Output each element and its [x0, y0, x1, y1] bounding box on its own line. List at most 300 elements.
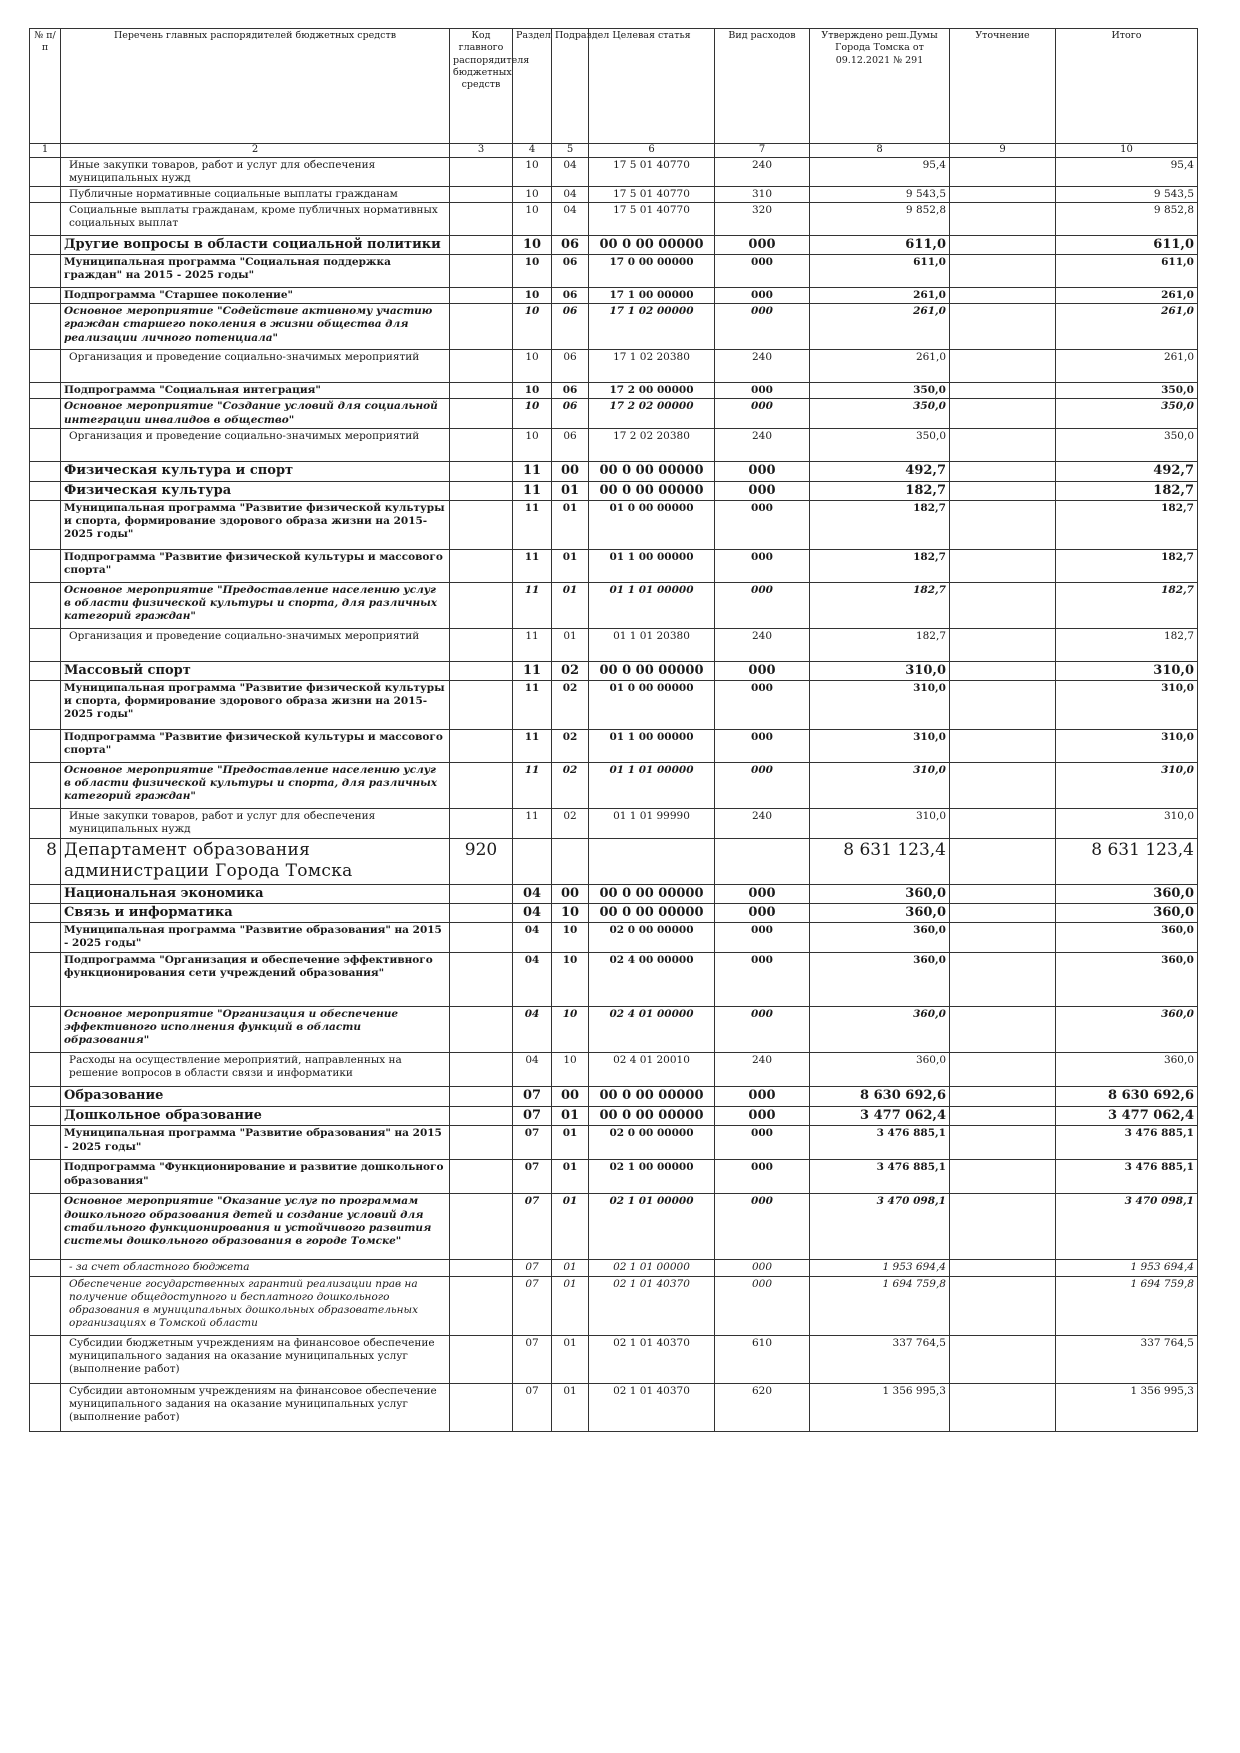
- cell-target: 02 4 01 20010: [589, 1053, 715, 1087]
- cell-clarification: [950, 730, 1056, 763]
- cell-subsection: 04: [552, 186, 589, 202]
- cell-type: 310: [715, 186, 810, 202]
- cell-target: 17 1 02 00000: [589, 304, 715, 350]
- cell-total: 310,0: [1056, 763, 1198, 809]
- cell-code: [450, 383, 513, 399]
- cell-name: Субсидии автономным учреждениям на финансовое обеспечение муниципального задания на оказание муниципальных услуг (выполнение работ): [61, 1383, 450, 1431]
- cell-type: 000: [715, 399, 810, 429]
- cell-type: 000: [715, 730, 810, 763]
- cell-type: 240: [715, 429, 810, 462]
- cell-approved: 360,0: [810, 1007, 950, 1053]
- table-row: [30, 1160, 1198, 1194]
- cell-target: 00 0 00 00000: [589, 1087, 715, 1107]
- cell-num: [30, 157, 61, 186]
- cell-num: [30, 681, 61, 730]
- cell-num: [30, 462, 61, 481]
- cell-approved: 360,0: [810, 884, 950, 903]
- cell-subsection: 06: [552, 399, 589, 429]
- cell-total: 3 476 885,1: [1056, 1160, 1198, 1194]
- cell-code: [450, 903, 513, 922]
- col-number: 4: [513, 144, 552, 158]
- cell-num: [30, 304, 61, 350]
- cell-subsection: 06: [552, 235, 589, 254]
- cell-section: 11: [513, 500, 552, 549]
- cell-type: 000: [715, 763, 810, 809]
- cell-total: 3 476 885,1: [1056, 1126, 1198, 1160]
- cell-section: 11: [513, 730, 552, 763]
- table-row: [30, 903, 1198, 922]
- cell-subsection: 01: [552, 1126, 589, 1160]
- cell-code: [450, 1276, 513, 1335]
- cell-total: 350,0: [1056, 429, 1198, 462]
- cell-approved: 310,0: [810, 730, 950, 763]
- cell-subsection: 01: [552, 1276, 589, 1335]
- cell-section: 11: [513, 582, 552, 628]
- table-row: [30, 429, 1198, 462]
- cell-total: 360,0: [1056, 884, 1198, 903]
- cell-name: Обеспечение государственных гарантий реализации прав на получение общедоступного и бесплатного дошкольного образования в муниципальных дошкольных образовательных организациях в Томской области: [61, 1276, 450, 1335]
- cell-name: Подпрограмма "Социальная интеграция": [61, 383, 450, 399]
- cell-section: 10: [513, 399, 552, 429]
- cell-num: [30, 1053, 61, 1087]
- cell-approved: 3 477 062,4: [810, 1107, 950, 1126]
- cell-approved: 182,7: [810, 481, 950, 500]
- cell-total: 261,0: [1056, 288, 1198, 304]
- cell-code: [450, 481, 513, 500]
- table-row: [30, 549, 1198, 582]
- column-number-row: [30, 144, 1198, 158]
- cell-section: 10: [513, 429, 552, 462]
- cell-section: 11: [513, 763, 552, 809]
- cell-target: 01 0 00 00000: [589, 681, 715, 730]
- cell-subsection: 00: [552, 1087, 589, 1107]
- cell-subsection: 02: [552, 809, 589, 839]
- cell-clarification: [950, 953, 1056, 1007]
- cell-type: 000: [715, 462, 810, 481]
- cell-clarification: [950, 1335, 1056, 1383]
- cell-subsection: 06: [552, 304, 589, 350]
- cell-clarification: [950, 186, 1056, 202]
- cell-section: 07: [513, 1107, 552, 1126]
- cell-target: 17 5 01 40770: [589, 157, 715, 186]
- cell-clarification: [950, 1160, 1056, 1194]
- cell-section: 10: [513, 288, 552, 304]
- col-number: 6: [589, 144, 715, 158]
- cell-target: 00 0 00 00000: [589, 884, 715, 903]
- cell-approved: 182,7: [810, 500, 950, 549]
- cell-target: 02 1 01 40370: [589, 1383, 715, 1431]
- cell-section: 11: [513, 549, 552, 582]
- cell-clarification: [950, 255, 1056, 288]
- col-number: 2: [61, 144, 450, 158]
- cell-subsection: 02: [552, 661, 589, 680]
- cell-clarification: [950, 304, 1056, 350]
- cell-num: [30, 1383, 61, 1431]
- cell-clarification: [950, 1260, 1056, 1276]
- cell-approved: 182,7: [810, 549, 950, 582]
- cell-num: [30, 1007, 61, 1053]
- cell-section: 10: [513, 235, 552, 254]
- cell-clarification: [950, 235, 1056, 254]
- cell-subsection: 02: [552, 763, 589, 809]
- cell-section: 10: [513, 157, 552, 186]
- cell-approved: 1 694 759,8: [810, 1276, 950, 1335]
- cell-total: 182,7: [1056, 582, 1198, 628]
- cell-clarification: [950, 884, 1056, 903]
- cell-total: 360,0: [1056, 953, 1198, 1007]
- cell-subsection: 01: [552, 582, 589, 628]
- cell-approved: 3 476 885,1: [810, 1160, 950, 1194]
- cell-total: 261,0: [1056, 304, 1198, 350]
- cell-section: 11: [513, 809, 552, 839]
- cell-code: [450, 1087, 513, 1107]
- cell-total: 492,7: [1056, 462, 1198, 481]
- cell-num: [30, 1160, 61, 1194]
- cell-type: 000: [715, 304, 810, 350]
- cell-target: 01 1 00 00000: [589, 549, 715, 582]
- cell-total: 1 694 759,8: [1056, 1276, 1198, 1335]
- table-row: [30, 730, 1198, 763]
- table-row: [30, 202, 1198, 235]
- cell-name: Физическая культура: [61, 481, 450, 500]
- table-row: [30, 1260, 1198, 1276]
- cell-num: [30, 350, 61, 383]
- cell-name: Публичные нормативные социальные выплаты гражданам: [61, 186, 450, 202]
- cell-type: 240: [715, 157, 810, 186]
- table-row: [30, 1053, 1198, 1087]
- cell-section: 07: [513, 1260, 552, 1276]
- cell-total: 95,4: [1056, 157, 1198, 186]
- table-row: [30, 462, 1198, 481]
- cell-approved: 310,0: [810, 763, 950, 809]
- cell-approved: 3 470 098,1: [810, 1194, 950, 1260]
- table-row: [30, 1007, 1198, 1053]
- cell-type: 000: [715, 383, 810, 399]
- table-row: [30, 383, 1198, 399]
- cell-num: [30, 429, 61, 462]
- cell-target: 02 0 00 00000: [589, 923, 715, 953]
- cell-target: 01 1 01 20380: [589, 628, 715, 661]
- cell-code: [450, 1335, 513, 1383]
- cell-num: 8: [30, 839, 61, 885]
- cell-subsection: 01: [552, 1383, 589, 1431]
- cell-code: [450, 1383, 513, 1431]
- cell-target: 01 1 01 99990: [589, 809, 715, 839]
- cell-num: [30, 288, 61, 304]
- cell-target: 02 4 00 00000: [589, 953, 715, 1007]
- cell-target: 00 0 00 00000: [589, 462, 715, 481]
- budget-sheet: [29, 28, 1197, 1432]
- table-row: [30, 399, 1198, 429]
- table-row: [30, 923, 1198, 953]
- cell-subsection: 01: [552, 628, 589, 661]
- table-row: [30, 953, 1198, 1007]
- table-row: [30, 628, 1198, 661]
- cell-type: [715, 839, 810, 885]
- cell-code: [450, 681, 513, 730]
- cell-type: 000: [715, 235, 810, 254]
- cell-target: [589, 839, 715, 885]
- cell-num: [30, 255, 61, 288]
- cell-approved: 310,0: [810, 661, 950, 680]
- cell-type: 000: [715, 1260, 810, 1276]
- cell-clarification: [950, 763, 1056, 809]
- cell-section: 10: [513, 350, 552, 383]
- cell-name: Подпрограмма "Старшее поколение": [61, 288, 450, 304]
- cell-clarification: [950, 582, 1056, 628]
- cell-approved: 350,0: [810, 383, 950, 399]
- cell-code: [450, 288, 513, 304]
- cell-clarification: [950, 288, 1056, 304]
- cell-target: 00 0 00 00000: [589, 235, 715, 254]
- cell-section: 04: [513, 953, 552, 1007]
- cell-total: 182,7: [1056, 500, 1198, 549]
- cell-name: Другие вопросы в области социальной политики: [61, 235, 450, 254]
- cell-type: 240: [715, 809, 810, 839]
- cell-subsection: 06: [552, 255, 589, 288]
- cell-subsection: 04: [552, 157, 589, 186]
- cell-num: [30, 763, 61, 809]
- table-row: [30, 1335, 1198, 1383]
- cell-clarification: [950, 462, 1056, 481]
- cell-total: 337 764,5: [1056, 1335, 1198, 1383]
- cell-approved: 360,0: [810, 1053, 950, 1087]
- cell-clarification: [950, 500, 1056, 549]
- cell-total: 360,0: [1056, 903, 1198, 922]
- cell-clarification: [950, 549, 1056, 582]
- cell-clarification: [950, 1007, 1056, 1053]
- cell-clarification: [950, 481, 1056, 500]
- cell-section: 11: [513, 481, 552, 500]
- header-clarification: Уточнение: [950, 29, 1056, 144]
- cell-name: Организация и проведение социально-значимых мероприятий: [61, 429, 450, 462]
- cell-approved: 9 543,5: [810, 186, 950, 202]
- cell-name: Образование: [61, 1087, 450, 1107]
- cell-code: [450, 763, 513, 809]
- cell-subsection: 01: [552, 1107, 589, 1126]
- cell-approved: 9 852,8: [810, 202, 950, 235]
- cell-total: 1 953 694,4: [1056, 1260, 1198, 1276]
- cell-num: [30, 383, 61, 399]
- cell-approved: 3 476 885,1: [810, 1126, 950, 1160]
- cell-type: 000: [715, 1160, 810, 1194]
- table-row: [30, 661, 1198, 680]
- cell-code: [450, 429, 513, 462]
- cell-total: 310,0: [1056, 809, 1198, 839]
- cell-clarification: [950, 383, 1056, 399]
- cell-code: [450, 186, 513, 202]
- cell-name: Муниципальная программа "Социальная поддержка граждан" на 2015 - 2025 годы": [61, 255, 450, 288]
- table-row: [30, 582, 1198, 628]
- cell-code: [450, 628, 513, 661]
- table-row: [30, 157, 1198, 186]
- cell-code: [450, 235, 513, 254]
- cell-num: [30, 1335, 61, 1383]
- cell-clarification: [950, 628, 1056, 661]
- cell-num: [30, 1276, 61, 1335]
- cell-num: [30, 202, 61, 235]
- cell-num: [30, 661, 61, 680]
- cell-name: Массовый спорт: [61, 661, 450, 680]
- cell-code: [450, 661, 513, 680]
- cell-code: [450, 202, 513, 235]
- cell-num: [30, 481, 61, 500]
- cell-num: [30, 730, 61, 763]
- cell-type: 000: [715, 923, 810, 953]
- cell-clarification: [950, 429, 1056, 462]
- cell-approved: 310,0: [810, 681, 950, 730]
- cell-code: [450, 730, 513, 763]
- cell-type: 000: [715, 1194, 810, 1260]
- table-row: [30, 1107, 1198, 1126]
- cell-num: [30, 1260, 61, 1276]
- cell-type: 000: [715, 549, 810, 582]
- cell-section: 07: [513, 1194, 552, 1260]
- cell-subsection: 06: [552, 429, 589, 462]
- cell-target: 02 4 01 00000: [589, 1007, 715, 1053]
- cell-name: Организация и проведение социально-значимых мероприятий: [61, 628, 450, 661]
- cell-section: 07: [513, 1383, 552, 1431]
- cell-section: 11: [513, 628, 552, 661]
- table-row: [30, 1126, 1198, 1160]
- cell-subsection: 00: [552, 884, 589, 903]
- cell-name: Основное мероприятие "Содействие активному участию граждан старшего поколения в жизни общества для реализации личного потенциала": [61, 304, 450, 350]
- cell-code: [450, 500, 513, 549]
- cell-num: [30, 628, 61, 661]
- cell-name: Расходы на осуществление мероприятий, направленных на решение вопросов в области связи и информатики: [61, 1053, 450, 1087]
- cell-section: 07: [513, 1276, 552, 1335]
- cell-target: 17 1 02 20380: [589, 350, 715, 383]
- header-row: [30, 29, 1198, 144]
- cell-approved: 1 953 694,4: [810, 1260, 950, 1276]
- table-row: [30, 763, 1198, 809]
- table-row: [30, 1194, 1198, 1260]
- cell-num: [30, 582, 61, 628]
- col-number: 1: [30, 144, 61, 158]
- cell-subsection: 01: [552, 1335, 589, 1383]
- cell-subsection: 10: [552, 1007, 589, 1053]
- col-number: 10: [1056, 144, 1198, 158]
- cell-section: 10: [513, 202, 552, 235]
- cell-target: 02 1 00 00000: [589, 1160, 715, 1194]
- table-row: [30, 809, 1198, 839]
- cell-code: [450, 399, 513, 429]
- header-total: Итого: [1056, 29, 1198, 144]
- cell-target: 17 5 01 40770: [589, 186, 715, 202]
- cell-section: 04: [513, 923, 552, 953]
- cell-total: 182,7: [1056, 481, 1198, 500]
- cell-code: [450, 884, 513, 903]
- cell-code: [450, 1194, 513, 1260]
- cell-num: [30, 903, 61, 922]
- cell-subsection: 10: [552, 903, 589, 922]
- cell-clarification: [950, 1276, 1056, 1335]
- col-number: 9: [950, 144, 1056, 158]
- cell-name: Связь и информатика: [61, 903, 450, 922]
- col-number: 5: [552, 144, 589, 158]
- cell-name: Дошкольное образование: [61, 1107, 450, 1126]
- cell-total: 9 852,8: [1056, 202, 1198, 235]
- cell-target: 17 2 02 20380: [589, 429, 715, 462]
- cell-clarification: [950, 1383, 1056, 1431]
- cell-section: 04: [513, 903, 552, 922]
- cell-code: [450, 549, 513, 582]
- cell-name: - за счет областного бюджета: [61, 1260, 450, 1276]
- cell-subsection: 10: [552, 923, 589, 953]
- cell-name: Физическая культура и спорт: [61, 462, 450, 481]
- table-body: [30, 157, 1198, 1431]
- cell-code: [450, 1107, 513, 1126]
- table-row: [30, 839, 1198, 885]
- cell-subsection: 01: [552, 1160, 589, 1194]
- cell-num: [30, 923, 61, 953]
- cell-clarification: [950, 809, 1056, 839]
- cell-approved: 182,7: [810, 628, 950, 661]
- cell-section: 10: [513, 255, 552, 288]
- table-row: [30, 481, 1198, 500]
- table-row: [30, 1087, 1198, 1107]
- cell-type: 000: [715, 1007, 810, 1053]
- cell-section: 04: [513, 1053, 552, 1087]
- cell-target: 01 0 00 00000: [589, 500, 715, 549]
- cell-num: [30, 549, 61, 582]
- cell-code: [450, 255, 513, 288]
- cell-clarification: [950, 350, 1056, 383]
- col-number: 3: [450, 144, 513, 158]
- cell-num: [30, 1087, 61, 1107]
- header-approved: Утверждено реш.Думы Города Томска от 09.12.2021 № 291: [810, 29, 950, 144]
- cell-subsection: 01: [552, 1260, 589, 1276]
- cell-approved: 360,0: [810, 903, 950, 922]
- cell-target: 01 1 00 00000: [589, 730, 715, 763]
- cell-total: 1 356 995,3: [1056, 1383, 1198, 1431]
- cell-target: 02 1 01 00000: [589, 1194, 715, 1260]
- cell-code: [450, 953, 513, 1007]
- cell-target: 17 5 01 40770: [589, 202, 715, 235]
- cell-clarification: [950, 157, 1056, 186]
- cell-approved: 182,7: [810, 582, 950, 628]
- table-row: [30, 304, 1198, 350]
- cell-num: [30, 235, 61, 254]
- cell-name: Иные закупки товаров, работ и услуг для обеспечения муниципальных нужд: [61, 157, 450, 186]
- cell-section: 04: [513, 1007, 552, 1053]
- cell-subsection: 01: [552, 549, 589, 582]
- cell-target: 00 0 00 00000: [589, 661, 715, 680]
- cell-approved: 310,0: [810, 809, 950, 839]
- cell-target: 17 2 02 00000: [589, 399, 715, 429]
- cell-total: 350,0: [1056, 399, 1198, 429]
- cell-name: Иные закупки товаров, работ и услуг для обеспечения муниципальных нужд: [61, 809, 450, 839]
- cell-name: Подпрограмма "Организация и обеспечение эффективного функционирования сети учреждений образования": [61, 953, 450, 1007]
- cell-section: 07: [513, 1160, 552, 1194]
- table-row: [30, 1383, 1198, 1431]
- cell-num: [30, 1194, 61, 1260]
- cell-section: 07: [513, 1335, 552, 1383]
- cell-type: 000: [715, 582, 810, 628]
- cell-type: 610: [715, 1335, 810, 1383]
- cell-type: 240: [715, 350, 810, 383]
- cell-target: 00 0 00 00000: [589, 481, 715, 500]
- col-number: 8: [810, 144, 950, 158]
- cell-total: 261,0: [1056, 350, 1198, 383]
- cell-type: 000: [715, 681, 810, 730]
- cell-num: [30, 953, 61, 1007]
- cell-name: Национальная экономика: [61, 884, 450, 903]
- cell-type: 320: [715, 202, 810, 235]
- header-target: Целевая статья: [589, 29, 715, 144]
- cell-total: 360,0: [1056, 923, 1198, 953]
- cell-section: 11: [513, 661, 552, 680]
